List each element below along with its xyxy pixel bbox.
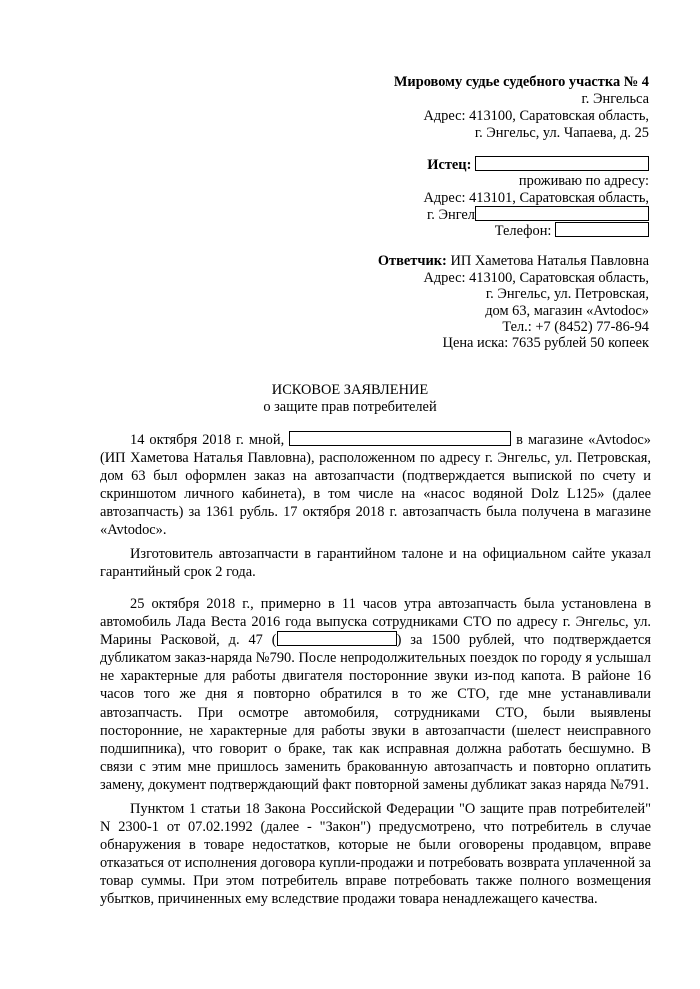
paragraph-2 [100, 545, 651, 581]
redacted-plaintiff-phone [555, 222, 649, 237]
document-subtitle: о защите прав потребителей [263, 399, 437, 415]
court-address-line1: Адрес: 413100, Саратовская область, [423, 108, 649, 124]
plaintiff-line [427, 156, 649, 174]
court-city: г. Энгельса [581, 91, 649, 107]
redacted-service-name [277, 631, 397, 646]
redacted-plaintiff-name-inline [289, 431, 511, 446]
defendant-phone: Тел.: +7 (8452) 77-86-94 [502, 319, 649, 335]
defendant-name: ИП Хаметова Наталья Павловна [450, 253, 649, 269]
plaintiff-phone-label: Телефон: [494, 223, 552, 239]
plaintiff-city-prefix: г. Энгел [427, 207, 475, 223]
plaintiff-residence: проживаю по адресу: [518, 173, 649, 189]
paragraph-3-rest: ) за 1500 рублей, что подтверждается дубликатом заказ-наряда №790. После непродолжительных поездок по городу я услышал не характерные для работы двигателя посторонние звуки из-под капота. В районе 16 часов того же дня я повторно обратился в то же СТО, где мне устанавливали автозапчасть. При осмотре автомобиля, сотрудниками СТО, были выявлены посторонние, не характерные для работы звуки в автозапчасти (шелест неисправного подшипника), что говорит о браке, так как исправная должна работать бесшумно. В связи с этим мне пришлось заменить бракованную автозапчасть и повторно оплатить замену, документ подтверждающий факт повторной замены дубликат заказ наряда №791. [100, 632, 651, 793]
redacted-plaintiff-address [475, 206, 649, 221]
plaintiff-label: Истец: [427, 157, 472, 173]
court-name: Мировому судье судебного участка № 4 [393, 74, 649, 90]
document-title: ИСКОВОЕ ЗАЯВЛЕНИЕ [271, 382, 429, 398]
paragraph-3 [100, 595, 651, 794]
paragraph-2-text: Изготовитель автозапчасти в гарантийном талоне и на официальном сайте указал гарантийный срок 2 года. [100, 546, 651, 581]
paragraph-1-rest: в магазине «Avtodoc» (ИП Хаметова Наталья Павловна), расположенном по адресу г. Энгельс, ул. Петровская, дом 63 был оформлен заказ на автозапчасти (подтверждается выпиской по счету и скриншотом личного кабинета), в том числе на «насос водяной Dolz L125» (далее автозапчасть) за 1361 рубль. 17 октября 2018 г. автозапчасть была получена в магазине «Avtodoc». [100, 432, 651, 539]
defendant-address-line2: г. Энгельс, ул. Петровская, [485, 286, 649, 302]
plaintiff-address-line1: Адрес: 413101, Саратовская область, [423, 190, 649, 206]
defendant-label: Ответчик: [377, 253, 447, 269]
claim-price: Цена иска: 7635 рублей 50 копеек [442, 335, 649, 351]
paragraph-3-start: 25 октября 2018 г., примерно в 11 часов утра автозапчасть была установлена в автомобиль Лада Веста 2016 года выпуска сотрудниками СТО по адресу г. Энгельс, ул. Марины Расковой, д. 47 ( [100, 596, 651, 649]
defendant-address-line3: дом 63, магазин «Avtodoc» [485, 303, 649, 319]
plaintiff-phone-line [495, 222, 649, 240]
court-address-line2: г. Энгельс, ул. Чапаева, д. 25 [474, 125, 649, 141]
paragraph-4 [100, 800, 651, 909]
defendant-line [378, 253, 649, 270]
paragraph-1-start: 14 октября 2018 г. мной, [130, 432, 285, 448]
paragraph-4-text: Пунктом 1 статьи 18 Закона Российской Федерации "О защите прав потребителей" N 2300-1 от 07.02.1992 (далее - "Закон") предусмотрено, что потребитель в случае обнаружения в товаре недостатков, которые не были оговорены продавцом, вправе отказаться от исполнения договора купли-продажи и потребовать возврата уплаченной за товар суммы. При этом потребитель вправе потребовать также полного возмещения убытков, причиненных ему вследствие продажи товара ненадлежащего качества. [100, 801, 651, 908]
paragraph-1 [100, 431, 651, 540]
defendant-address-line1: Адрес: 413100, Саратовская область, [423, 270, 649, 286]
redacted-plaintiff-name [475, 156, 649, 171]
